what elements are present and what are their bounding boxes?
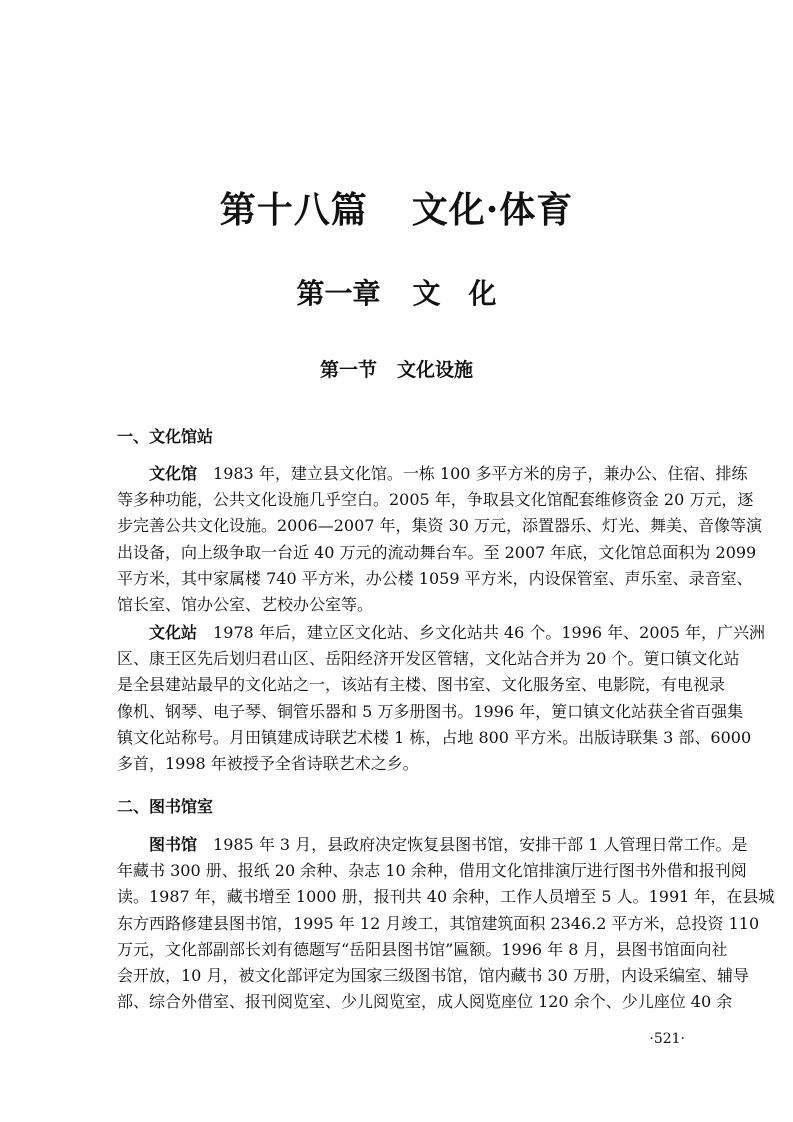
- text-line: 读。1987 年，藏书增至 1000 册，报刊共 40 余种，工作人员增至 5 人。1991 年，在县城: [117, 887, 775, 907]
- paragraph-cultural-station: [117, 620, 765, 777]
- paragraph-cultural-center: [117, 461, 763, 618]
- part-number: 第十八篇: [219, 189, 368, 231]
- chapter-number: 第一章: [296, 277, 381, 310]
- text-line: 会开放，10 月，被文化部评定为国家三级图书馆，馆内藏书 30 万册，内设采编室、辅导: [117, 965, 749, 985]
- text-line: 多首，1998 年被授予全省诗联艺术之乡。: [117, 753, 419, 773]
- part-title: [0, 188, 793, 232]
- text-line: 像机、钢琴、电子琴、铜管乐器和 5 万多册图书。1996 年，筻口镇文化站获全省百强集: [117, 701, 744, 721]
- text-line: 出设备，向上级争取一台近 40 万元的流动舞台车。至 2007 年底，文化馆总面积为 2099: [117, 542, 757, 562]
- text-line: [117, 461, 748, 487]
- text-line: 步完善公共文化设施。2006—2007 年，集资 30 万元，添置器乐、灯光、舞美、音像等演: [117, 516, 763, 536]
- paragraph-library: [117, 832, 775, 1015]
- chapter-name: 文 化: [412, 277, 497, 310]
- text-line: 部、综合外借室、报刊阅览室、少儿阅览室，成人阅览座位 120 余个、少儿座位 40 余: [117, 992, 733, 1012]
- text-span: 1985 年 3 月，县政府决定恢复县图书馆，安排干部 1 人管理日常工作。是: [213, 835, 748, 854]
- chapter-title: [0, 276, 793, 312]
- text-line: 馆长室、馆办公室、艺校办公室等。: [117, 594, 374, 614]
- section-number: 第一节: [319, 359, 377, 381]
- section-name: 文化设施: [397, 359, 474, 381]
- paragraph-lead: 文化站: [149, 623, 198, 642]
- paragraph-lead: 图书馆: [149, 835, 198, 854]
- text-line: 万元，文化部副部长刘有德题写“岳阳县图书馆”匾额。1996 年 8 月，县图书馆面向社: [117, 939, 728, 959]
- subheading-cultural-centers: 一、文化馆站: [117, 427, 214, 446]
- text-line: 东方西路修建县图书馆，1995 年 12 月竣工，其馆建筑面积 2346.2 平方米，总投资 110: [117, 913, 760, 933]
- subheading-libraries: 二、图书馆室: [117, 797, 214, 816]
- text-span: 1983 年，建立县文化馆。一栋 100 多平方米的房子，兼办公、住宿、排练: [213, 464, 748, 483]
- text-span: 1978 年后，建立区文化站、乡文化站共 46 个。1996 年、2005 年，广兴洲: [213, 623, 765, 642]
- text-line: 等多种功能，公共文化设施几乎空白。2005 年，争取县文化馆配套维修资金 20 万元，逐: [117, 490, 754, 510]
- text-line: 平方米，其中家属楼 740 平方米，办公楼 1059 平方米，内设保管室、声乐室、录音室、: [117, 568, 753, 588]
- section-title: [0, 358, 793, 382]
- text-line: 镇文化站称号。月田镇建成诗联艺术楼 1 栋，占地 800 平方米。出版诗联集 3 部、6000: [117, 727, 752, 747]
- text-line: [117, 620, 765, 646]
- page-number: ·521·: [649, 1031, 685, 1047]
- text-line: 年藏书 300 册、报纸 20 余种、杂志 10 余种，借用文化馆排演厅进行图书外借和报刊阅: [117, 861, 747, 881]
- part-name: 文化·体育: [411, 189, 574, 231]
- text-line: [117, 832, 748, 858]
- text-line: 区、康王区先后划归君山区、岳阳经济开发区管辖，文化站合并为 20 个。筻口镇文化站: [117, 649, 740, 669]
- text-line: 是全县建站最早的文化站之一，该站有主楼、图书室、文化服务室、电影院，有电视录: [117, 675, 726, 695]
- paragraph-lead: 文化馆: [149, 464, 198, 483]
